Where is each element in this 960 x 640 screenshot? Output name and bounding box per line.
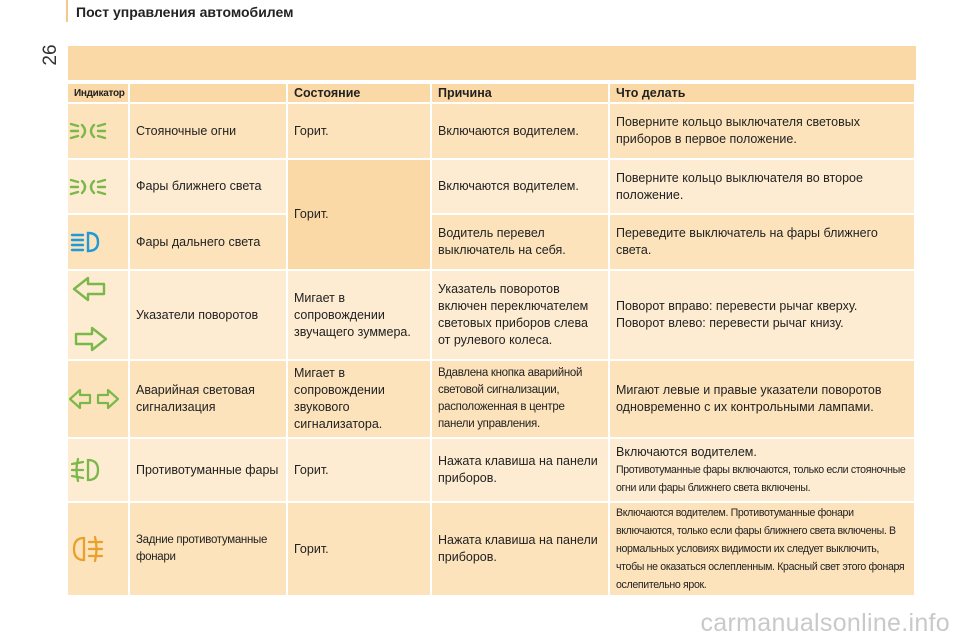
turn-signals-icon xyxy=(68,271,130,361)
indicator-name: Стояночные огни xyxy=(130,104,288,160)
table-row xyxy=(68,215,916,271)
indicator-name: Задние противотуманные фонари xyxy=(130,503,288,597)
indicator-state: Горит. xyxy=(288,439,432,503)
indicator-action: Переведите выключатель на фары ближнего света. xyxy=(610,215,916,271)
indicator-action: Включаются водителем. Противотуманные фонари включаются, только если фары ближнего света включены. В нормальных условиях видимости их следует выключить, чтобы не оказаться ослепленным. Красный свет этого фонаря ослепительно ярок. xyxy=(610,503,916,597)
indicator-action: Поверните кольцо выключателя световых приборов в первое положение. xyxy=(610,104,916,160)
table-row xyxy=(68,104,916,160)
header-state: Состояние xyxy=(288,84,432,104)
indicator-cause: Включаются водителем. xyxy=(432,104,610,160)
indicator-state: Горит. xyxy=(288,160,432,271)
action-line: Включаются водителем. xyxy=(616,444,757,459)
indicator-state: Горит. xyxy=(288,104,432,160)
header-action: Что делать xyxy=(610,84,916,104)
indicator-cause: Нажата клавиша на панели приборов. xyxy=(432,503,610,597)
indicator-table xyxy=(68,84,916,597)
table-row xyxy=(68,271,916,361)
indicator-action xyxy=(610,439,916,503)
indicator-cause: Водитель перевел выключатель на себя. xyxy=(432,215,610,271)
action-note: Противотуманные фары включаются, только если стояночные огни или фары ближнего света включены. xyxy=(616,463,906,494)
table-row xyxy=(68,160,916,215)
indicator-state: Горит. xyxy=(288,503,432,597)
indicator-name: Фары ближнего света xyxy=(130,160,288,215)
indicator-name: Фары дальнего света xyxy=(130,215,288,271)
indicator-name: Аварийная световая сигнализация xyxy=(130,361,288,439)
table-row xyxy=(68,503,916,597)
hazard-lights-icon xyxy=(68,361,130,439)
indicator-action: Поворот вправо: перевести рычаг кверху. Поворот влево: перевести рычаг книзу. xyxy=(610,271,916,361)
parking-lights-icon xyxy=(68,104,130,160)
indicator-name: Указатели поворотов xyxy=(130,271,288,361)
high-beam-icon xyxy=(68,215,130,271)
header-indicator: Индикатор xyxy=(68,84,130,104)
rear-fog-lights-icon xyxy=(68,503,130,597)
header-cause: Причина xyxy=(432,84,610,104)
watermark: carmanualsonline.info xyxy=(700,609,950,637)
indicator-state: Мигает в сопровождении звучащего зуммера. xyxy=(288,271,432,361)
indicator-cause: Указатель поворотов включен переключателем световых приборов слева от рулевого колеса. xyxy=(432,271,610,361)
front-fog-lights-icon xyxy=(68,439,130,503)
header-name xyxy=(130,84,288,104)
indicator-cause: Включаются водителем. xyxy=(432,160,610,215)
page-title: Пост управления автомобилем xyxy=(76,4,294,20)
indicator-cause: Нажата клавиша на панели приборов. xyxy=(432,439,610,503)
indicator-action: Поверните кольцо выключателя во второе положение. xyxy=(610,160,916,215)
table-row xyxy=(68,361,916,439)
indicator-action: Мигают левые и правые указатели поворотов одновременно с их контрольными лампами. xyxy=(610,361,916,439)
indicator-state: Мигает в сопровождении звукового сигнализатора. xyxy=(288,361,432,439)
indicator-cause: Вдавлена кнопка аварийной световой сигнализации, расположенная в центре панели управления. xyxy=(432,361,610,439)
side-rule xyxy=(66,0,68,22)
page-number: 26 xyxy=(40,44,61,66)
table-header-row xyxy=(68,84,916,104)
table-row xyxy=(68,439,916,503)
table-top-band xyxy=(68,46,916,80)
low-beam-icon xyxy=(68,160,130,215)
indicator-name: Противотуманные фары xyxy=(130,439,288,503)
